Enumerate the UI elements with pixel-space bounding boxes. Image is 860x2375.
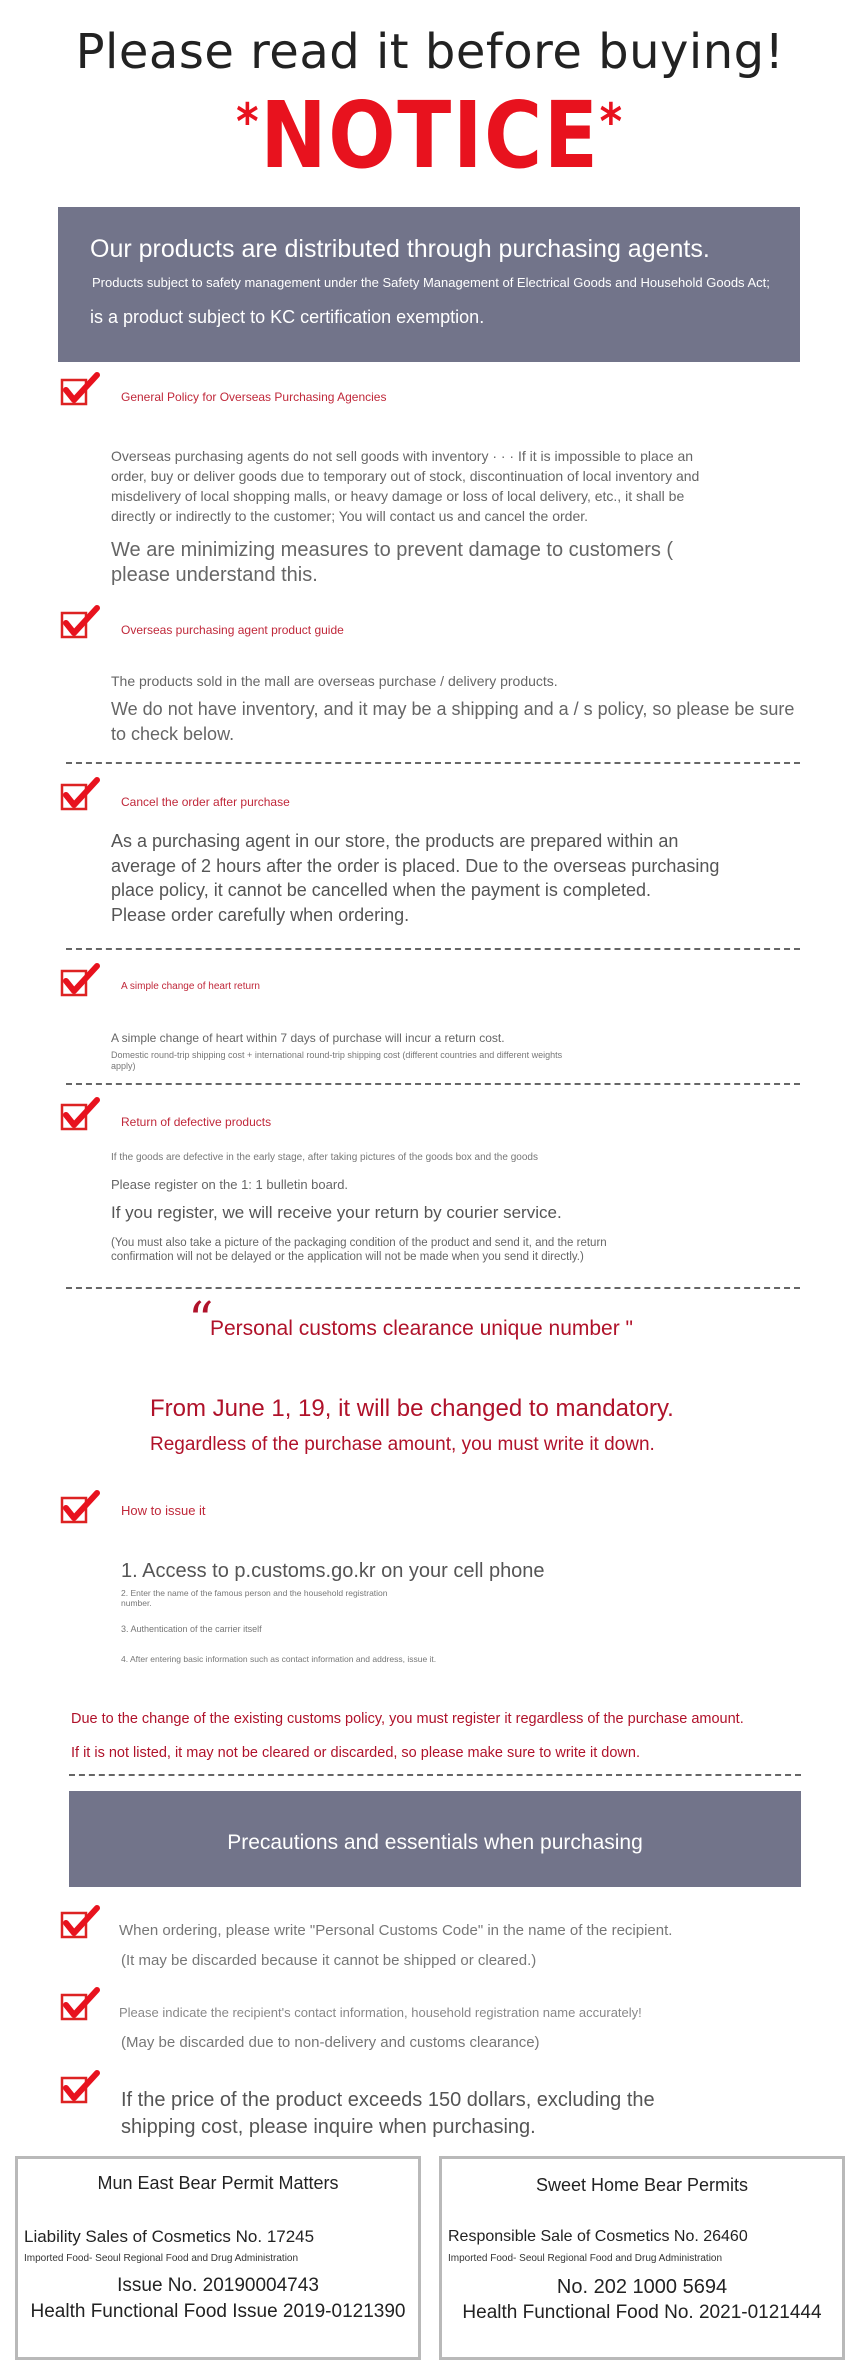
defective-return-condition: If the goods are defective in the early stage, after taking pictures of the goods box and the goods (111, 1152, 538, 1163)
dashed-divider (66, 1287, 800, 1289)
dashed-divider (66, 762, 800, 764)
page-title: Please read it before buying! (75, 24, 785, 80)
dashed-divider (66, 948, 800, 950)
defective-return-register: Please register on the 1: 1 bulletin board. (111, 1177, 349, 1192)
change-of-heart-body: A simple change of heart within 7 days of purchase will incur a return cost. (111, 1031, 505, 1045)
permit-cosmetics-liability: Liability Sales of Cosmetics No. 17245 (24, 2227, 315, 2246)
dashed-divider (69, 1774, 801, 1776)
permit-box-mun-east (15, 2156, 421, 2360)
precaution-3: If the price of the product exceeds 150 dollars, excluding the shipping cost, please inquire when purchasing. (121, 2089, 655, 2138)
red-check-box-icon (60, 2070, 100, 2104)
permit-box-sweet-home (439, 2156, 845, 2360)
permit-health-food: Health Functional Food No. 2021-0121444 (462, 2302, 822, 2323)
product-guide-heading: Overseas purchasing agent product guide (121, 623, 344, 637)
banner-line-2: Products subject to safety management under the Safety Management of Electrical Goods and Household Goods Act; (92, 275, 770, 290)
customs-title: Personal customs clearance unique number " (210, 1317, 634, 1340)
red-check-box-icon (60, 1987, 100, 2021)
permit-imported-food: Imported Food- Seoul Regional Food and Drug Administration (448, 2253, 723, 2264)
defective-return-note: (You must also take a picture of the packaging condition of the product and send it, and the return confirmation will not be delayed or the application will not be made when you send it directly.) (111, 1237, 607, 1263)
general-policy-body: Overseas purchasing agents do not sell goods with inventory · · · If it is impossible to place an order, buy or deliver goods due to temporary out of stock, discontinuation of local inventory and misdelivery of local shopping malls, or heavy damage or loss of local delivery, etc., it shall be directly or indirectly to the customer; You will contact us and cancel the order. (111, 448, 700, 524)
issue-step-4: 4. After entering basic information such as contact information and address, issue it. (121, 1654, 437, 1664)
banner-line-1: Our products are distributed through purchasing agents. (90, 235, 710, 263)
product-guide-body: The products sold in the mall are overseas purchase / delivery products. (111, 673, 558, 689)
change-of-heart-cost: Domestic round-trip shipping cost + international round-trip shipping cost (different countries and different weights apply) (111, 1050, 563, 1071)
precaution-1-line-2: (It may be discarded because it cannot be shipped or cleared.) (121, 1952, 537, 1969)
purchasing-agent-banner (58, 207, 800, 362)
red-check-box-icon (60, 1905, 100, 1939)
customs-mandatory: From June 1, 19, it will be changed to mandatory. (150, 1395, 674, 1422)
defective-return-courier: If you register, we will receive your return by courier service. (111, 1203, 562, 1222)
notice-heading: *NOTICE* (236, 82, 624, 189)
permit-health-food: Health Functional Food Issue 2019-0121390 (30, 2301, 406, 2322)
precautions-title: Precautions and essentials when purchasing (227, 1831, 643, 1854)
cancel-order-body: As a purchasing agent in our store, the products are prepared within an average of 2 hours after the order is placed. Due to the overseas purchasing place policy, it cannot be cancelled when the payment is completed. Please order carefully when ordering. (111, 831, 720, 925)
customs-policy-warning: If it is not listed, it may not be cleared or discarded, so please make sure to write it down. (71, 1745, 640, 1761)
issue-step-1: 1. Access to p.customs.go.kr on your cell phone (121, 1560, 545, 1582)
quote-mark-icon: “ (188, 1291, 214, 1349)
customs-regardless: Regardless of the purchase amount, you must write it down. (150, 1434, 655, 1455)
red-check-box-icon (60, 1097, 100, 1131)
permit-issue-number: No. 202 1000 5694 (556, 2276, 728, 2298)
precaution-2-line-1: Please indicate the recipient's contact information, household registration name accurately! (119, 2005, 642, 2020)
permit-cosmetics-liability: Responsible Sale of Cosmetics No. 26460 (448, 2228, 748, 2245)
red-check-box-icon (60, 963, 100, 997)
customs-policy-change: Due to the change of the existing customs policy, you must register it regardless of the purchase amount. (71, 1711, 744, 1727)
cancel-order-heading: Cancel the order after purchase (121, 795, 290, 809)
precaution-2-line-2: (May be discarded due to non-delivery and customs clearance) (121, 2034, 540, 2051)
issue-step-2: 2. Enter the name of the famous person and the household registration number. (121, 1588, 388, 1608)
general-policy-note: We are minimizing measures to prevent damage to customers ( please understand this. (111, 539, 674, 586)
change-of-heart-heading: A simple change of heart return (121, 981, 260, 992)
defective-return-heading: Return of defective products (121, 1115, 272, 1129)
permit-imported-food: Imported Food- Seoul Regional Food and Drug Administration (24, 2253, 299, 2264)
precautions-banner (69, 1791, 801, 1887)
red-check-box-icon (60, 777, 100, 811)
dashed-divider (66, 1083, 800, 1085)
banner-line-3: is a product subject to KC certification exemption. (90, 307, 485, 327)
red-check-box-icon (60, 1490, 100, 1524)
precaution-1-line-1: When ordering, please write "Personal Customs Code" in the name of the recipient. (119, 1922, 673, 1939)
issue-step-3: 3. Authentication of the carrier itself (121, 1624, 262, 1634)
product-guide-note: We do not have inventory, and it may be a shipping and a / s policy, so please be sure to check below. (111, 699, 795, 744)
general-policy-heading: General Policy for Overseas Purchasing Agencies (121, 390, 387, 404)
red-check-box-icon (60, 372, 100, 406)
permit-issue-number: Issue No. 20190004743 (117, 2275, 319, 2296)
how-to-issue-heading: How to issue it (121, 1503, 206, 1518)
red-check-box-icon (60, 605, 100, 639)
permit-title: Sweet Home Bear Permits (535, 2175, 749, 2195)
permit-title: Mun East Bear Permit Matters (97, 2173, 339, 2193)
